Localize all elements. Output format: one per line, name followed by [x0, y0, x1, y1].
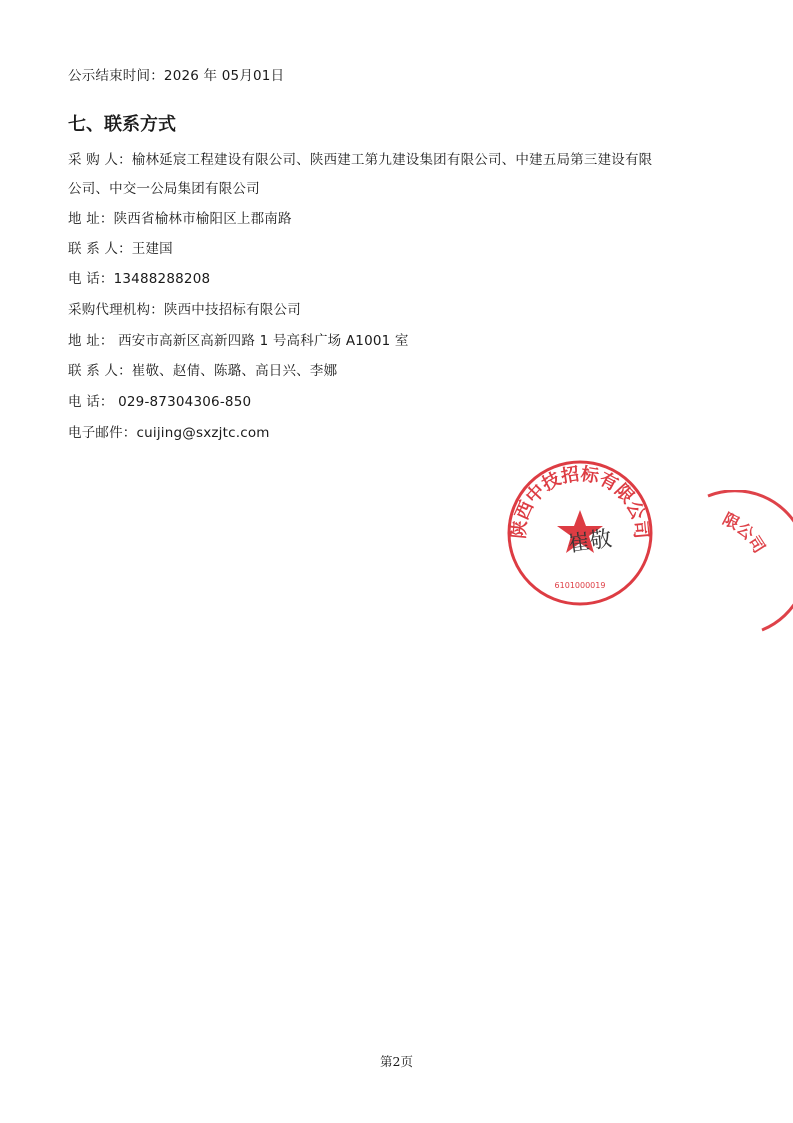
- seal-company-text: 陕西中技招标有限公司: [508, 463, 652, 540]
- partial-seal: [700, 490, 793, 640]
- purchaser-line-2: 公司、中交一公局集团有限公司: [68, 181, 260, 197]
- agency-phone: 电 话： 029-87304306-850: [68, 394, 252, 410]
- agency-name: 采购代理机构：陕西中技招标有限公司: [68, 302, 301, 318]
- purchaser-contact: 联 系 人：王建国: [68, 241, 173, 257]
- purchaser-line-1: 采 购 人：榆林延宸工程建设有限公司、陕西建工第九建设集团有限公司、中建五局第三建设有限: [68, 152, 653, 168]
- partial-seal-text: 限公司: [719, 509, 770, 557]
- section-title: 七、联系方式: [68, 114, 176, 135]
- handwritten-signature: 崔敬: [566, 526, 614, 558]
- company-seal: [505, 458, 655, 608]
- purchaser-address: 地 址：陕西省榆林市榆阳区上郡南路: [68, 211, 292, 227]
- page-number: 第2页: [380, 1054, 413, 1069]
- purchaser-phone: 电 话：13488288208: [68, 271, 211, 287]
- seal-serial-number: 6101000019: [554, 581, 606, 590]
- agency-email: 电子邮件：cuijing@sxzjtc.com: [68, 425, 270, 441]
- agency-address: 地 址： 西安市高新区高新四路 1 号高科广场 A1001 室: [68, 333, 409, 349]
- notice-end-time: 公示结束时间：2026 年 05月01日: [68, 68, 285, 84]
- agency-contact: 联 系 人：崔敬、赵倩、陈璐、高日兴、李娜: [68, 363, 338, 379]
